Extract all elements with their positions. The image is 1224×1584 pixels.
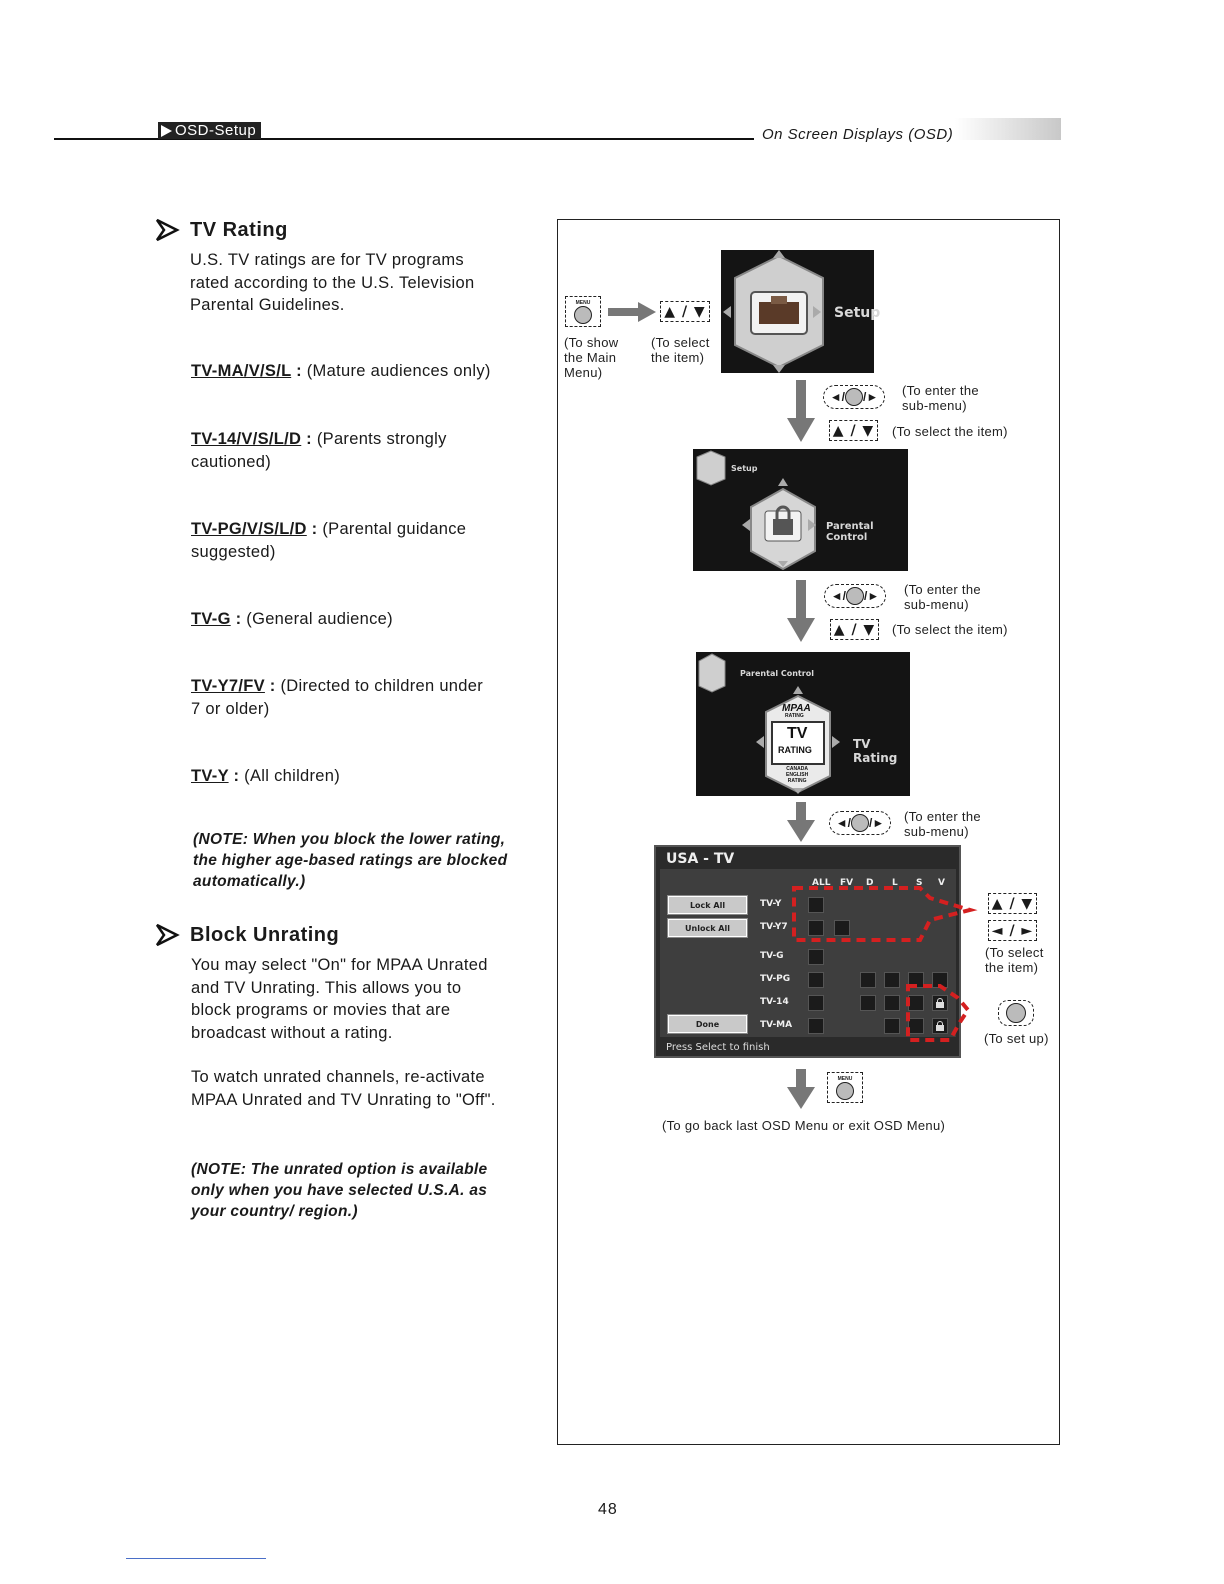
note-line: your country/ region.) xyxy=(191,1203,358,1220)
para-line: MPAA Unrated and TV Unrating to "Off". xyxy=(191,1090,496,1109)
block-unrating-note xyxy=(191,1159,487,1222)
caption-enter-submenu xyxy=(904,809,981,839)
rating-desc: suggested) xyxy=(191,542,276,561)
cube-tv-label: TV xyxy=(787,725,808,742)
highlight-outlines xyxy=(780,880,980,1050)
enter-button-icon xyxy=(851,814,869,832)
caption-line: sub-menu) xyxy=(902,398,967,413)
osd-screen-tv-rating xyxy=(696,652,910,796)
rating-sep: : xyxy=(301,430,317,448)
osd-label-setup: Setup xyxy=(834,305,881,321)
menu-key-label: MENU xyxy=(575,299,591,306)
rating-sep: : xyxy=(306,520,323,538)
left-glyph: ◄/ xyxy=(830,589,846,603)
footer-rule xyxy=(126,1558,266,1559)
caption-enter-submenu xyxy=(904,582,981,612)
menu-button-icon xyxy=(836,1082,854,1100)
unlock-all-button[interactable]: Unlock All xyxy=(668,919,747,937)
rating-sep: : xyxy=(291,362,307,380)
column-header: L xyxy=(892,878,898,888)
tv-rating-note xyxy=(193,829,507,892)
rating-desc: (Parents strongly xyxy=(316,430,447,448)
caption-line: sub-menu) xyxy=(904,824,969,839)
column-header: ALL xyxy=(812,878,831,888)
caption-select-item xyxy=(651,335,710,365)
para-line: block programs or movies that are xyxy=(191,1001,451,1019)
enter-key xyxy=(998,1000,1034,1026)
rating-code: TV-G xyxy=(191,610,231,628)
caption-select-item: (To select the item) xyxy=(892,622,1008,637)
caption-select-item: (To select the item) xyxy=(892,424,1008,439)
menu-key-label: MENU xyxy=(837,1075,853,1082)
rating-code: TV-14/V/S/L/D xyxy=(191,430,302,448)
cube-mpaa-label: MPAA xyxy=(782,703,811,714)
block-unrating-heading xyxy=(155,923,339,947)
rating-sep: : xyxy=(264,677,281,695)
rating-item-ma xyxy=(191,360,491,383)
column-header: S xyxy=(916,878,923,888)
osd-screen-parental-control xyxy=(693,449,908,571)
left-enter-right-key xyxy=(824,584,886,608)
caption-line: (To select xyxy=(651,335,710,350)
row-label-tv-pg: TV-PG xyxy=(760,974,791,984)
caption-select-item-side xyxy=(985,945,1044,975)
enter-button-icon xyxy=(845,388,863,406)
menu-key xyxy=(827,1072,863,1103)
rating-item-14 xyxy=(191,428,447,473)
right-glyph: /► xyxy=(869,816,885,830)
menu-key xyxy=(565,296,601,327)
caption-line: the item) xyxy=(985,960,1039,975)
para-line: and TV Unrating. This allows you to xyxy=(191,978,462,997)
tv-rating-heading xyxy=(155,218,288,242)
note-line: the higher age-based ratings are blocked xyxy=(193,852,508,869)
page-number: 48 xyxy=(598,1501,618,1518)
intro-line: rated according to the U.S. Television xyxy=(190,273,475,292)
rating-code: TV-Y xyxy=(191,767,229,785)
left-glyph: ◄/ xyxy=(829,390,845,404)
lock-all-button[interactable]: Lock All xyxy=(668,896,747,914)
column-header: V xyxy=(938,878,945,888)
rating-desc: (General audience) xyxy=(246,610,393,628)
cube-canada-label xyxy=(786,766,808,784)
note-line: (NOTE: The unrated option is available xyxy=(191,1161,488,1178)
rating-item-g xyxy=(191,608,393,631)
right-arrow-icon xyxy=(608,302,656,322)
rating-desc: cautioned) xyxy=(191,452,272,471)
caption-line: sub-menu) xyxy=(904,597,969,612)
caption-enter-submenu xyxy=(902,383,979,413)
down-arrow-icon xyxy=(787,802,815,842)
caption-line: (To enter the xyxy=(902,383,979,398)
caption-line: the Main xyxy=(564,350,617,365)
caption-line: (To show xyxy=(564,335,619,350)
caption-line: the item) xyxy=(651,350,705,365)
block-unrating-para2 xyxy=(191,1066,496,1111)
row-label-tv-14: TV-14 xyxy=(760,997,789,1007)
osd-label-parental-control: Parental Control xyxy=(826,521,874,543)
section-tag xyxy=(158,122,261,139)
caption-exit-osd: (To go back last OSD Menu or exit OSD Menu) xyxy=(662,1118,946,1133)
osd-corner-setup: Setup xyxy=(731,464,758,473)
osd-corner-parental-control: Parental Control xyxy=(740,669,814,678)
up-down-key: ▲ / ▼ xyxy=(660,301,710,322)
rating-desc: (Directed to children under xyxy=(280,677,484,695)
block-unrating-title: Block Unrating xyxy=(190,923,340,946)
right-glyph: /► xyxy=(863,390,879,404)
header-gradient-bar xyxy=(955,118,1061,140)
left-enter-right-key xyxy=(823,385,885,409)
caption-set-up: (To set up) xyxy=(984,1031,1049,1046)
enter-button-icon xyxy=(846,587,864,605)
usa-tv-title: USA - TV xyxy=(666,851,735,867)
tv-rating-intro xyxy=(190,249,474,317)
tv-rating-title: TV Rating xyxy=(190,218,288,241)
cube-bottom-line: ENGLISH xyxy=(786,772,809,778)
arrowhead-bullet-icon xyxy=(155,218,179,242)
row-label-tv-ma: TV-MA xyxy=(760,1020,793,1030)
row-label-tv-y: TV-Y xyxy=(760,899,782,909)
row-label-tv-y7: TV-Y7 xyxy=(760,922,788,932)
intro-line: Parental Guidelines. xyxy=(190,296,345,314)
cube-bottom-line: CANADA xyxy=(786,766,808,772)
para-line: You may select "On" for MPAA Unrated xyxy=(191,956,488,974)
cube-rating-label: RATING xyxy=(778,745,812,755)
right-glyph: /► xyxy=(864,589,880,603)
down-arrow-icon xyxy=(787,580,815,642)
usa-tv-footer: Press Select to finish xyxy=(666,1042,770,1053)
rating-sep: : xyxy=(230,610,247,628)
column-header: FV xyxy=(840,878,854,888)
block-unrating-para1 xyxy=(191,954,488,1044)
caption-line: Menu) xyxy=(564,365,603,380)
arrowhead-bullet-icon xyxy=(155,923,179,947)
up-down-key: ▲ / ▼ xyxy=(829,420,878,441)
note-line: automatically.) xyxy=(193,873,306,890)
rating-desc: (All children) xyxy=(244,767,341,785)
osd-screen-setup xyxy=(721,250,881,373)
rating-sep: : xyxy=(228,767,245,785)
caption-line: (To enter the xyxy=(904,582,981,597)
cube-bottom-line: RATING xyxy=(787,778,807,784)
para-line: To watch unrated channels, re-activate xyxy=(191,1068,485,1086)
caption-line: (To select xyxy=(985,945,1044,960)
down-arrow-icon xyxy=(787,1069,815,1109)
rating-desc: 7 or older) xyxy=(191,699,270,718)
intro-line: U.S. TV ratings are for TV programs xyxy=(190,251,464,269)
row-label-tv-g: TV-G xyxy=(760,951,784,961)
up-down-key: ▲ / ▼ xyxy=(988,893,1037,914)
down-arrow-icon xyxy=(787,380,815,442)
rating-code: TV-PG/V/S/L/D xyxy=(191,520,307,538)
done-button[interactable]: Done xyxy=(668,1015,747,1033)
cube-mpaa-sub: RATING xyxy=(785,713,804,719)
up-down-key: ▲ / ▼ xyxy=(830,619,879,640)
caption-show-main-menu xyxy=(564,335,618,380)
rating-item-y xyxy=(191,765,340,788)
rating-code: TV-MA/V/S/L xyxy=(191,362,292,380)
section-tag-label: OSD-Setup xyxy=(175,122,257,139)
play-triangle-icon xyxy=(161,125,172,137)
rating-item-y7 xyxy=(191,675,483,720)
column-header: D xyxy=(866,878,874,888)
enter-button-icon xyxy=(1006,1003,1026,1023)
rating-desc: (Mature audiences only) xyxy=(306,362,491,380)
left-enter-right-key xyxy=(829,811,891,835)
menu-button-icon xyxy=(574,306,592,324)
note-line: (NOTE: When you block the lower rating, xyxy=(193,831,506,848)
rating-item-pg xyxy=(191,518,466,563)
left-right-key: ◄ / ► xyxy=(988,920,1037,941)
parental-cube-graphic xyxy=(693,449,908,571)
note-line: only when you have selected U.S.A. as xyxy=(191,1182,488,1199)
chapter-title: On Screen Displays (OSD) xyxy=(762,126,954,143)
rating-code: TV-Y7/FV xyxy=(191,677,265,695)
caption-line: (To enter the xyxy=(904,809,981,824)
osd-label-tv-rating: TV Rating xyxy=(853,737,898,765)
para-line: broadcast without a rating. xyxy=(191,1023,393,1042)
left-glyph: ◄/ xyxy=(835,816,851,830)
rating-desc: (Parental guidance xyxy=(322,520,467,538)
